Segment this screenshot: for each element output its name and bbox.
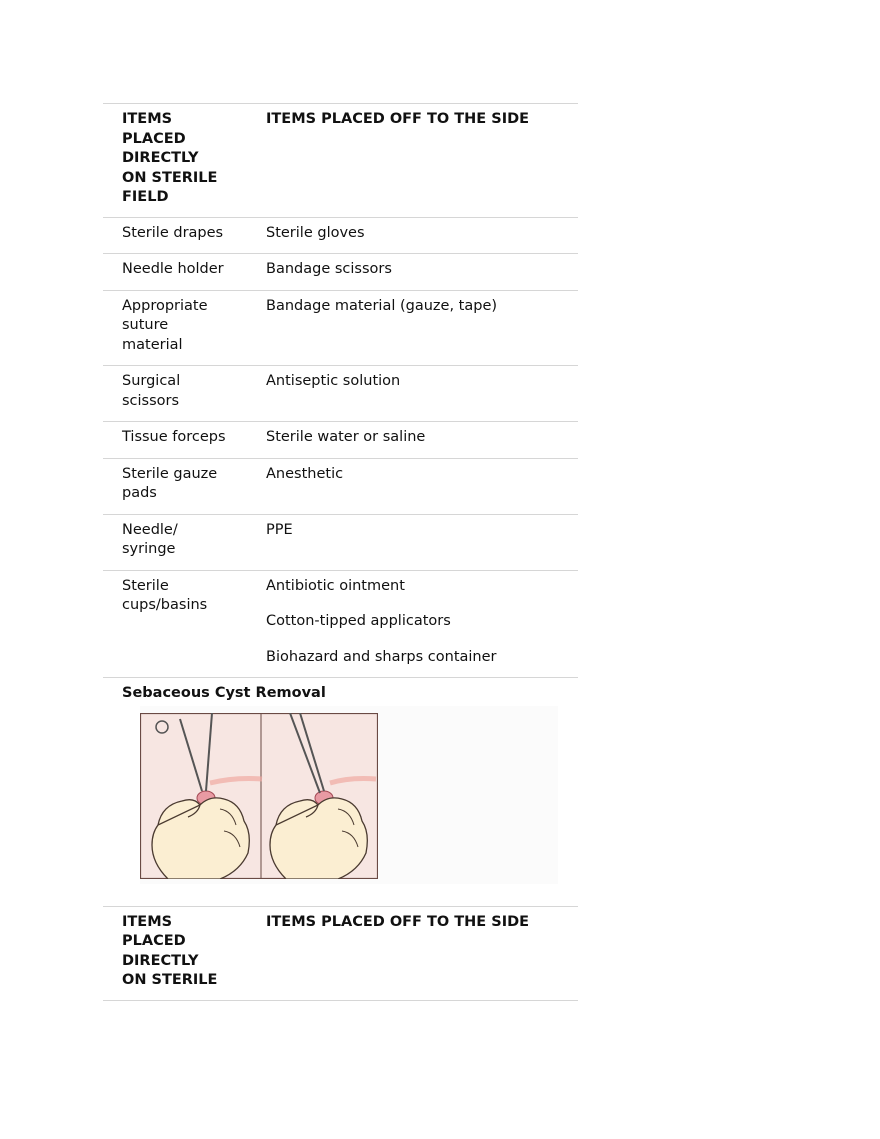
cell-direct: Sterile drapes [103,217,266,254]
cell-side: Antiseptic solution [266,366,578,422]
cell-direct: Appropriate suture material [103,290,266,366]
document-page [103,103,578,1001]
header-col1: ITEMS PLACED DIRECTLY ON STERILE FIELD [103,104,266,218]
cell-direct: Needle holder [103,254,266,291]
header-col2: ITEMS PLACED OFF TO THE SIDE [266,906,578,1000]
cell-direct: Surgical scissors [103,366,266,422]
cell-direct: Needle/ syringe [103,514,266,570]
side-item: Cotton-tipped applicators [266,613,451,629]
figure-container [122,706,578,906]
table-row [103,254,578,291]
cell-direct: Tissue forceps [103,422,266,459]
table-header-row [103,906,578,1000]
header-col2: ITEMS PLACED OFF TO THE SIDE [266,104,578,218]
table-row [103,366,578,422]
table-header-row [103,104,578,218]
cell-side: Anesthetic [266,458,578,514]
table-row [103,514,578,570]
cyst-removal-section [103,677,578,906]
cell-side: Bandage material (gauze, tape) [266,290,578,366]
table-row [103,422,578,459]
sterile-field-table [103,103,578,677]
cyst-removal-illustration-icon [140,713,378,879]
cell-side: Bandage scissors [266,254,578,291]
cell-side: PPE [266,514,578,570]
table-row [103,458,578,514]
side-item: Biohazard and sharps container [266,648,497,665]
sterile-field-table-continued [103,906,578,1001]
section-title: Sebaceous Cyst Removal [122,685,326,701]
table-row [103,290,578,366]
cell-direct: Sterile cups/basins [103,570,266,677]
side-item: Antibiotic ointment [266,577,405,594]
table-row [103,217,578,254]
table-row [103,570,578,677]
cell-side: Sterile gloves [266,217,578,254]
cell-side: Sterile water or saline [266,422,578,459]
cell-direct: Sterile gauze pads [103,458,266,514]
header-col1: ITEMS PLACED DIRECTLY ON STERILE [103,906,266,1000]
cell-side-list [266,570,578,677]
